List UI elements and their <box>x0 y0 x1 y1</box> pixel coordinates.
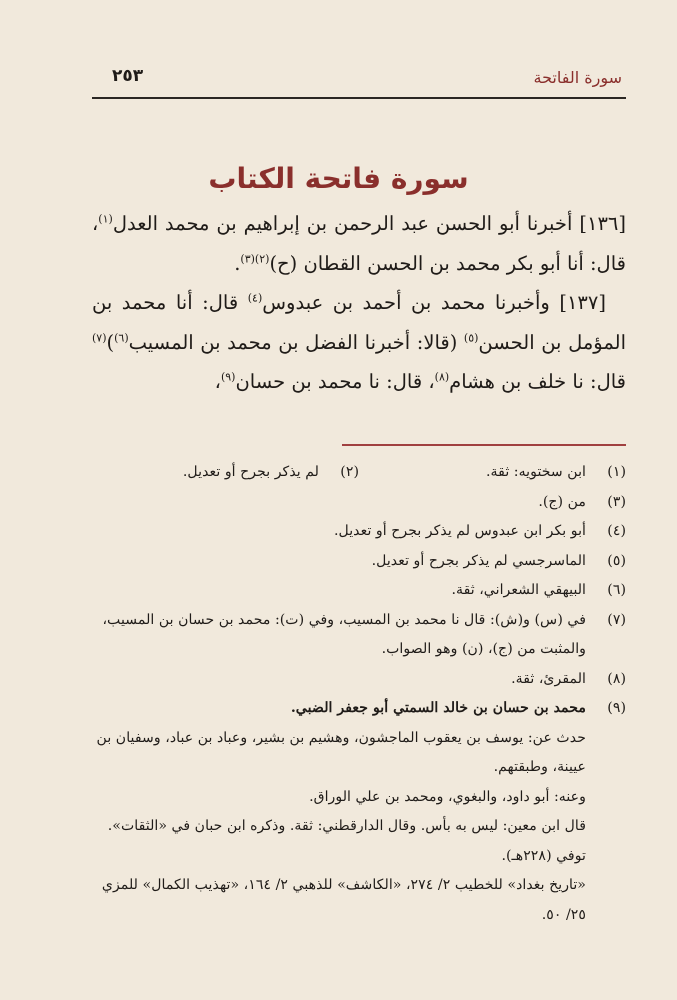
narration-137 <box>92 283 626 402</box>
footnote-text: من (ج). <box>538 493 586 510</box>
footnote-text: الماسرجسي لم يذكر بجرح أو تعديل. <box>371 552 586 569</box>
narration-text: . <box>234 251 241 275</box>
footnote-number: (٧) <box>607 611 626 628</box>
narration-text: ) <box>106 330 115 354</box>
narration-text: قال: نا خلف بن هشام <box>449 370 626 393</box>
footnote-ref: (٥) <box>463 331 479 344</box>
footnote-ref: (٢)(٣) <box>240 252 270 265</box>
footnote-number: (٤) <box>607 523 626 539</box>
footnote-number: (٩) <box>607 700 626 716</box>
narration-text: قال: أنا محمد بن المؤمل بن الحسن <box>92 291 626 354</box>
footnote-3 <box>92 488 626 518</box>
header-rule <box>92 97 626 99</box>
footnote-text: ابن سختويه: ثقة. <box>486 464 586 480</box>
footnote-9-grading: قال ابن معين: ليس به بأس. وقال الدارقطني: ثقة. وذكره ابن حبان في «الثقات». توفي (٢٢٨هـ). <box>107 818 586 864</box>
footnote-number: (١) <box>607 464 626 480</box>
footnote-2 <box>92 458 359 488</box>
footnote-ref: (١) <box>98 212 113 226</box>
footnote-number: (٢) <box>340 464 359 480</box>
footnote-7 <box>92 606 626 665</box>
running-title: سورة الفاتحة <box>533 68 622 87</box>
narration-text: ، <box>214 370 221 393</box>
footnote-text: البيهقي الشعراني، ثقة. <box>451 582 586 598</box>
footnote-6 <box>92 576 626 606</box>
narration-136 <box>92 204 626 283</box>
narration-text: [١٣٦] أخبرنا أبو الحسن عبد الرحمن بن إبراهيم بن محمد العدل <box>112 212 626 235</box>
footnote-number: (٥) <box>607 552 626 569</box>
footnote-9-students: وعنه: أبو داود، والبغوي، ومحمد بن علي الوراق. <box>309 788 586 805</box>
footnote-text: أبو بكر ابن عبدوس لم يذكر بجرح أو تعديل. <box>333 523 586 539</box>
footnote-text: في (س) و(ش): قال نا محمد بن المسيب، وفي (ت): محمد بن حسان بن المسيب، والمثبت من (ج)، (ن) وهو الصواب. <box>102 611 586 657</box>
footnote-8 <box>92 665 626 695</box>
footnote-9 <box>92 694 626 724</box>
footnote-9-teachers: حدث عن: يوسف بن يعقوب الماجشون، وهشيم بن بشير، وعباد بن عباد، وسفيان بن عيينة، وطبقتهم. <box>96 729 586 775</box>
footnote-4 <box>92 517 626 547</box>
running-header <box>92 66 622 96</box>
footnote-separator <box>342 444 626 446</box>
page-number: ٢٥٣ <box>112 66 144 86</box>
footnote-number: (٦) <box>607 582 626 598</box>
footnote-ref: (٨) <box>434 370 450 384</box>
footnote-text: المقرئ، ثقة. <box>511 670 586 687</box>
footnote-ref: (٦) <box>114 331 129 344</box>
footnote-text: لم يذكر بجرح أو تعديل. <box>182 464 319 480</box>
footnote-9-sources: «تاريخ بغداد» للخطيب ٢/ ٢٧٤، «الكاشف» للذهبي ٢/ ١٦٤، «تهذيب الكمال» للمزي ٢٥/ ٥٠. <box>101 877 586 923</box>
narration-text: ، قال: نا محمد بن حسان <box>235 370 435 393</box>
footnote-ref: (٤) <box>247 291 263 305</box>
footnotes <box>92 458 626 930</box>
surah-title: سورة فاتحة الكتاب <box>208 162 469 195</box>
main-text <box>92 204 626 402</box>
narration-text: [١٣٧] وأخبرنا محمد بن أحمد بن عبدوس <box>262 291 606 314</box>
footnote-ref: (٩) <box>220 370 236 384</box>
footnote-5 <box>92 547 626 577</box>
footnote-heading: محمد بن حسان بن خالد السمتي أبو جعفر الضبي. <box>290 700 586 716</box>
footnote-number: (٨) <box>607 670 626 687</box>
footnote-number: (٣) <box>607 493 626 510</box>
footnote-1 <box>359 458 626 488</box>
narration-text: (قالا: أخبرنا الفضل بن محمد بن المسيب <box>128 330 464 354</box>
footnote-ref: (٧) <box>92 331 107 344</box>
footnote-pair <box>92 458 626 488</box>
narration-text: ، قال: أنا أبو بكر محمد بن الحسن القطان (ح) <box>92 212 626 275</box>
